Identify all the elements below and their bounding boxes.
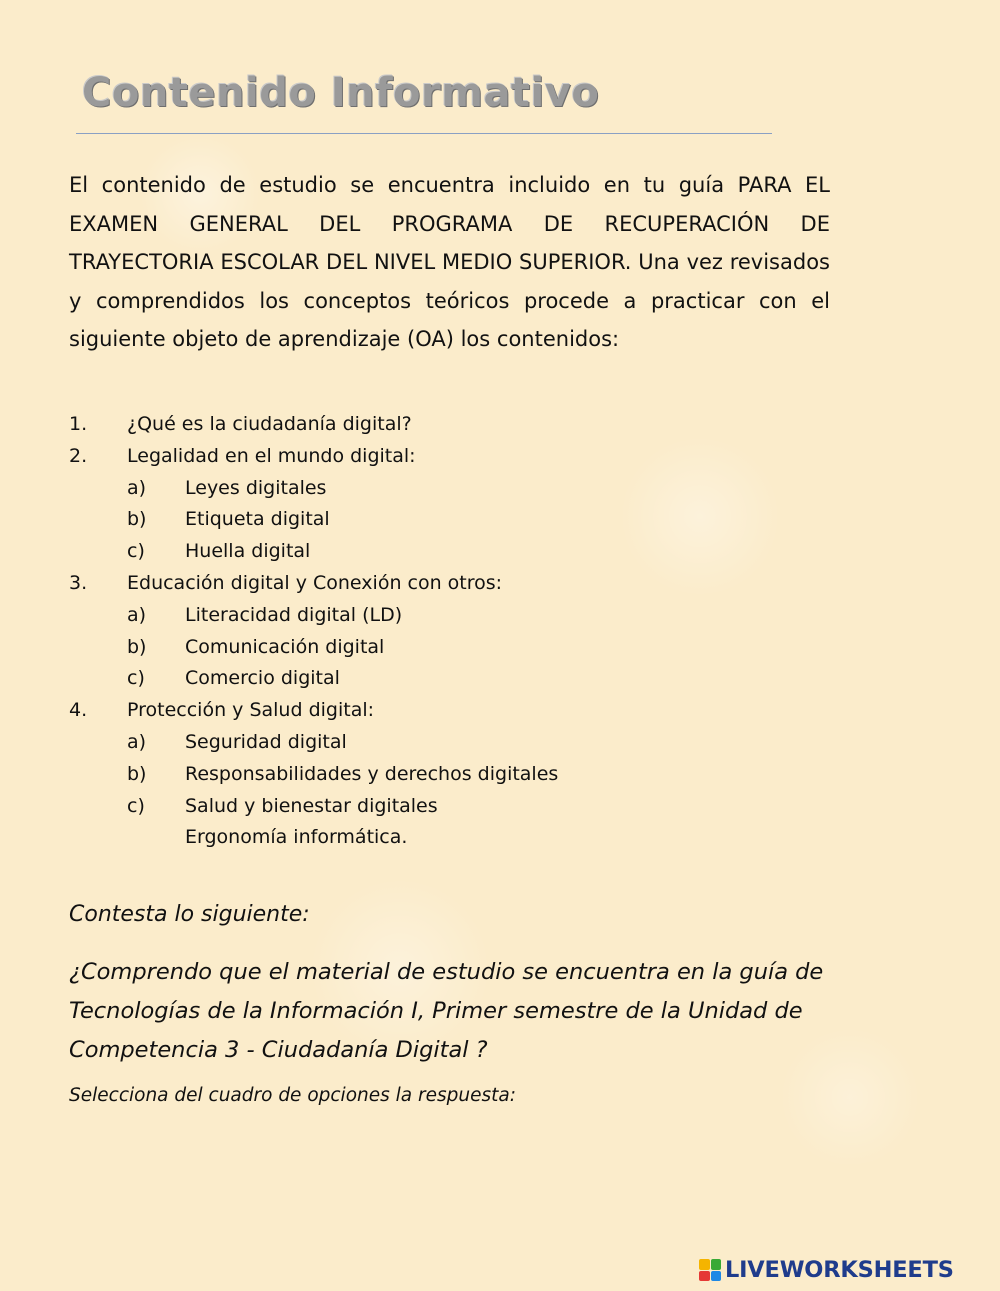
outline-label: ¿Qué es la ciudadanía digital?	[127, 413, 412, 435]
subitem-label: Comunicación digital	[185, 635, 385, 658]
subitem-label: Leyes digitales	[185, 476, 327, 499]
page-title: Contenido Informativo	[82, 70, 600, 116]
outline-subitem	[69, 600, 829, 632]
subitem-label: Comercio digital	[185, 667, 340, 690]
subitem-label: Responsabilidades y derechos digitales	[185, 762, 559, 785]
subitem-label: Seguridad digital	[185, 730, 347, 753]
outline-subitem	[69, 473, 829, 505]
outline-number: 4.	[69, 699, 88, 722]
subitem-letter: b)	[127, 508, 147, 531]
logo-tile	[711, 1271, 722, 1282]
subitem-letter: b)	[127, 635, 147, 658]
instruction-text: Selecciona del cuadro de opciones la respuesta:	[69, 1085, 516, 1106]
subitem-label: Salud y bienestar digitales	[185, 794, 438, 817]
outline-number: 3.	[69, 571, 88, 594]
subitem-letter: c)	[127, 667, 145, 690]
outline-item-2	[69, 441, 829, 473]
title-underline	[76, 133, 772, 134]
outline-label: Educación digital y Conexión con otros:	[127, 571, 503, 594]
outline-continuation: Ergonomía informática.	[185, 826, 408, 849]
question-text: ¿Comprendo que el material de estudio se encuentra en la guía de Tecnologías de la Información I, Primer semestre de la Unidad de Competencia 3 - Ciudadanía Digital ?	[69, 959, 824, 1063]
intro-paragraph: El contenido de estudio se encuentra incluido en tu guía PARA EL EXAMEN GENERAL DEL PROGRAMA DE RECUPERACIÓN DE TRAYECTORIA ESCOLAR DEL NIVEL MEDIO SUPERIOR. Una vez revisados y comprendidos los conceptos teóricos procede a practicar con el siguiente objeto de aprendizaje (OA) los contenidos:	[69, 173, 830, 352]
logo-tile	[699, 1259, 710, 1270]
outline-subitem	[69, 727, 829, 759]
subitem-letter: a)	[127, 603, 147, 626]
subitem-letter: a)	[127, 476, 147, 499]
outline-item-1	[69, 409, 829, 441]
subitem-letter: c)	[127, 540, 145, 563]
outline-subitem	[69, 536, 829, 568]
outline-subitem	[69, 663, 829, 695]
outline-subitem	[69, 504, 829, 536]
subitem-label: Huella digital	[185, 540, 311, 563]
outline-subitem	[69, 632, 829, 664]
subitem-label: Etiqueta digital	[185, 508, 330, 531]
liveworksheets-brand[interactable]	[699, 1255, 995, 1285]
outline-item-3	[69, 568, 829, 600]
logo-tile	[711, 1259, 722, 1270]
outline-label: Protección y Salud digital:	[127, 699, 375, 722]
liveworksheets-logo-icon	[699, 1259, 721, 1281]
outline-subitem	[69, 759, 829, 791]
outline-subitem	[69, 791, 829, 823]
outline-number: 1.	[69, 413, 88, 435]
brand-name: LIVEWORKSHEETS	[725, 1257, 954, 1283]
outline-label: Legalidad en el mundo digital:	[127, 444, 416, 467]
subitem-letter: b)	[127, 762, 147, 785]
outline-number: 2.	[69, 444, 88, 467]
subitem-label: Literacidad digital (LD)	[185, 603, 403, 626]
answer-prompt: Contesta lo siguiente:	[69, 902, 310, 927]
outline-item-4	[69, 695, 829, 727]
subitem-letter: c)	[127, 794, 145, 817]
content-outline	[69, 409, 829, 854]
logo-tile	[699, 1271, 710, 1282]
subitem-letter: a)	[127, 730, 147, 753]
